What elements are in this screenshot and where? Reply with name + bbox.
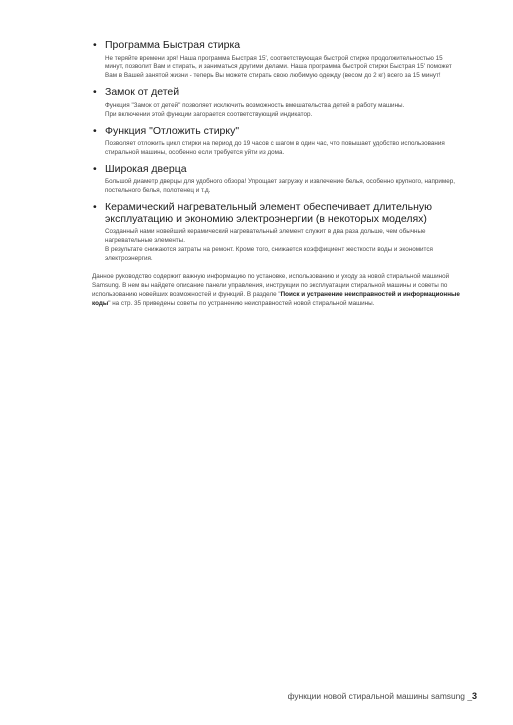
feature-heading bbox=[92, 202, 462, 225]
feature-child-lock bbox=[92, 87, 462, 119]
feature-list bbox=[92, 40, 462, 308]
feature-text: Позволяет отложить цикл стирки на период до 19 часов с шагом в один час, что повышает удобство использования стиральной машины, особенно если требуется уйти из дома. bbox=[105, 140, 445, 156]
page-number: 3 bbox=[471, 691, 477, 701]
feature-description bbox=[105, 55, 462, 82]
feature-description bbox=[105, 178, 462, 196]
feature-description bbox=[105, 140, 462, 158]
feature-text: Созданный нами новейший керамический нагревательный элемент служит в два раза дольше, чем обычные нагревательные элементы. bbox=[105, 228, 426, 245]
page-footer bbox=[288, 691, 477, 701]
feature-heading bbox=[92, 87, 462, 99]
intro-text-end: " на стр. 35 приведены советы по устранению неисправностей новой стиральной машины. bbox=[108, 299, 375, 307]
feature-text: Функция "Замок от детей" позволяет исключить возможность вмешательства детей в работу машины. bbox=[105, 101, 405, 109]
feature-wide-door bbox=[92, 164, 462, 196]
feature-heading bbox=[92, 40, 462, 52]
bullet-icon: • bbox=[93, 124, 97, 137]
feature-description bbox=[105, 102, 462, 120]
feature-title: Керамический нагревательный элемент обеспечивает длительную эксплуатацию и экономию электроэнергии (в некоторых моделях) bbox=[105, 201, 432, 225]
footer-section-title: функции новой стиральной машины samsung bbox=[287, 691, 465, 701]
bullet-icon: • bbox=[93, 201, 97, 214]
feature-delay-end bbox=[92, 126, 462, 158]
bullet-icon: • bbox=[93, 39, 97, 51]
feature-title: Функция "Отложить стирку" bbox=[105, 124, 240, 137]
troubleshooting-reference: Поиск и устранение неисправностей и информационные коды bbox=[92, 290, 460, 307]
feature-description bbox=[105, 228, 462, 264]
feature-title: Программа Быстрая стирка bbox=[105, 39, 241, 51]
intro-text: Данное руководство содержит важную информацию по установке, использованию и уходу за новой стиральной машиной Samsung. В нем вы найдете описание панели управления, инструкции по эксплуатации стиральной машины и советы по использованию новейших возможностей и функций. В разделе " bbox=[92, 272, 450, 298]
feature-text: Не теряйте времени зря! Наша программа Быстрая 15', соответствующая быстрой стирке продолжительностью 15 минут, позволит Вам и стирать, и заниматься другими делами. Наша программа быстрой стирки Быстрая 15' поможет Вам в Вашей занятой жизни - теперь Вы можете стирать свою любимую одежду (весом до 2 кг) всего за 15 минут! bbox=[105, 54, 452, 80]
feature-heading bbox=[92, 126, 462, 138]
bullet-icon: • bbox=[93, 162, 97, 175]
feature-text: В результате снижаются затраты на ремонт. Кроме того, снижается коэффициент жесткости воды и экономится электроэнергия. bbox=[105, 245, 433, 262]
footer-separator: _ bbox=[467, 691, 472, 701]
feature-heading bbox=[92, 164, 462, 176]
feature-text: При включении этой функции загорается соответствующий индикатор. bbox=[105, 110, 313, 118]
feature-title: Замок от детей bbox=[105, 86, 180, 99]
feature-quick-wash bbox=[92, 40, 462, 81]
feature-ceramic-heater bbox=[92, 202, 462, 264]
bullet-icon: • bbox=[93, 86, 97, 99]
manual-intro-paragraph bbox=[92, 273, 462, 309]
feature-title: Широкая дверца bbox=[105, 162, 187, 175]
feature-text: Большой диаметр дверцы для удобного обзора! Упрощает загрузку и извлечение белья, особенно крупного, например, постельного белья, полотенец и т.д. bbox=[105, 178, 455, 195]
